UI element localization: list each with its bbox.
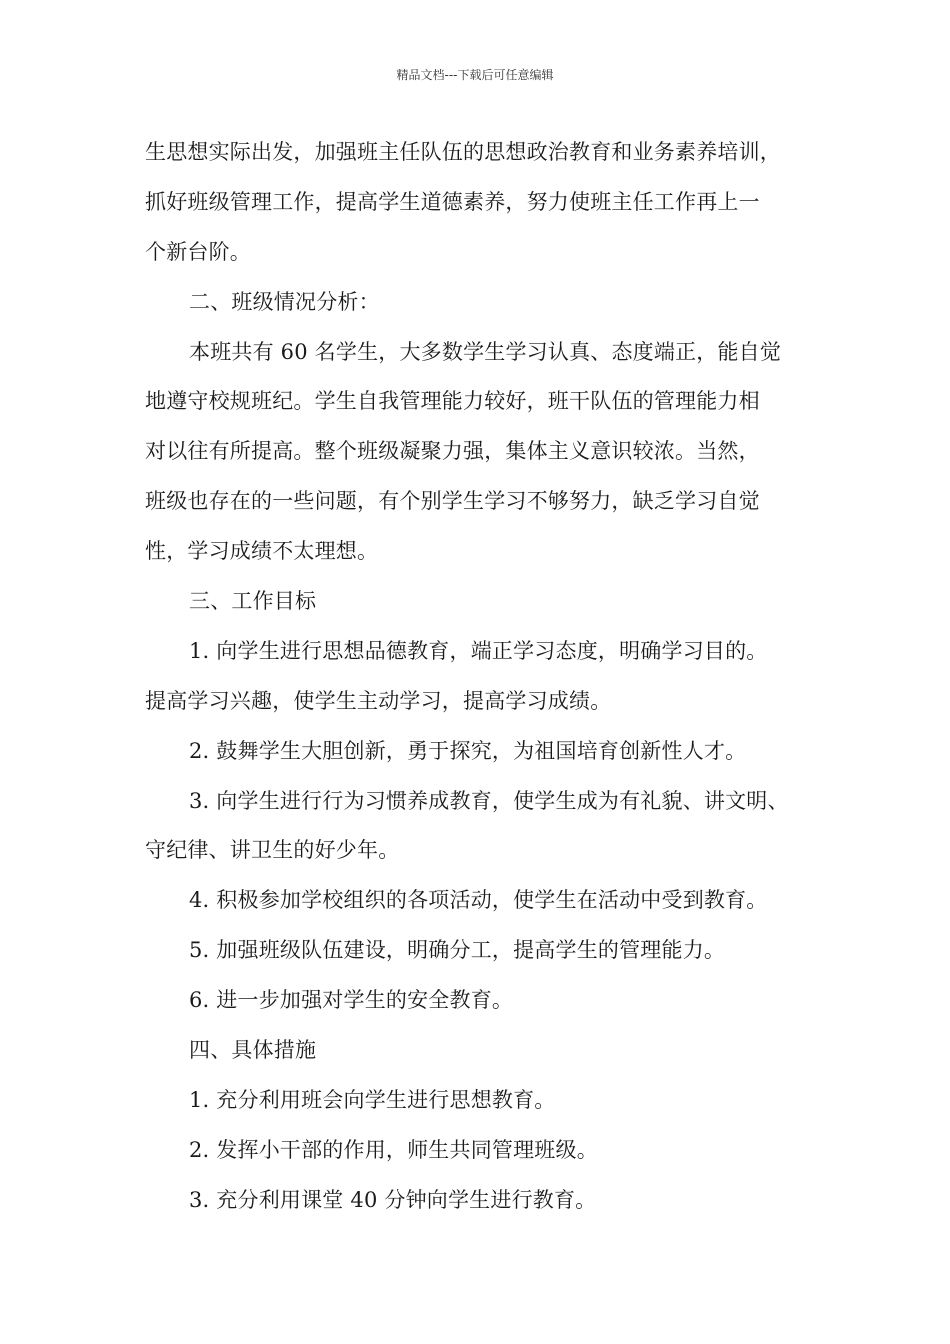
paragraph-line: 性，学习成绩不太理想。 (145, 539, 379, 564)
paragraph-line: 个新台阶。 (145, 239, 251, 264)
list-item: 3. 充分利用课堂 40 分钟向学生进行教育。 (189, 1187, 597, 1212)
paragraph-line: 抓好班级管理工作，提高学生道德素养，努力使班主任工作再上一 (145, 189, 760, 214)
paragraph-line: 班级也存在的一些问题，有个别学生学习不够努力，缺乏学习自觉 (145, 489, 760, 514)
paragraph-line: 地遵守校规班纪。学生自我管理能力较好，班干队伍的管理能力相 (145, 389, 760, 414)
list-item: 5. 加强班级队伍建设，明确分工，提高学生的管理能力。 (189, 938, 726, 963)
paragraph-line: 生思想实际出发，加强班主任队伍的思想政治教育和业务素养培训， (145, 140, 781, 164)
document-body (145, 128, 813, 1226)
paragraph-line: 本班共有 60 名学生，大多数学生学习认真、态度端正，能自觉 (189, 339, 782, 364)
section-heading: 四、具体措施 (189, 1038, 317, 1063)
list-item-continuation: 守纪律、讲卫生的好少年。 (145, 838, 400, 863)
section-heading: 三、工作目标 (189, 589, 317, 614)
section-heading: 二、班级情况分析： (189, 289, 380, 314)
paragraph-line: 对以往有所提高。整个班级凝聚力强，集体主义意识较浓。当然， (145, 439, 760, 464)
list-item: 4. 积极参加学校组织的各项活动，使学生在活动中受到教育。 (189, 888, 768, 913)
list-item: 2. 鼓舞学生大胆创新，勇于探究，为祖国培育创新性人才。 (189, 738, 747, 763)
list-item: 1. 充分利用班会向学生进行思想教育。 (189, 1087, 556, 1112)
list-item: 1. 向学生进行思想品德教育，端正学习态度，明确学习目的。 (189, 638, 768, 663)
list-item-continuation: 提高学习兴趣，使学生主动学习，提高学习成绩。 (145, 688, 612, 713)
list-item: 3. 向学生进行行为习惯养成教育，使学生成为有礼貌、讲文明、 (189, 788, 789, 813)
list-item: 6. 进一步加强对学生的安全教育。 (189, 988, 514, 1013)
list-item: 2. 发挥小干部的作用，师生共同管理班级。 (189, 1137, 598, 1162)
page-header: 精品文档---下载后可任意编辑 (396, 68, 554, 82)
